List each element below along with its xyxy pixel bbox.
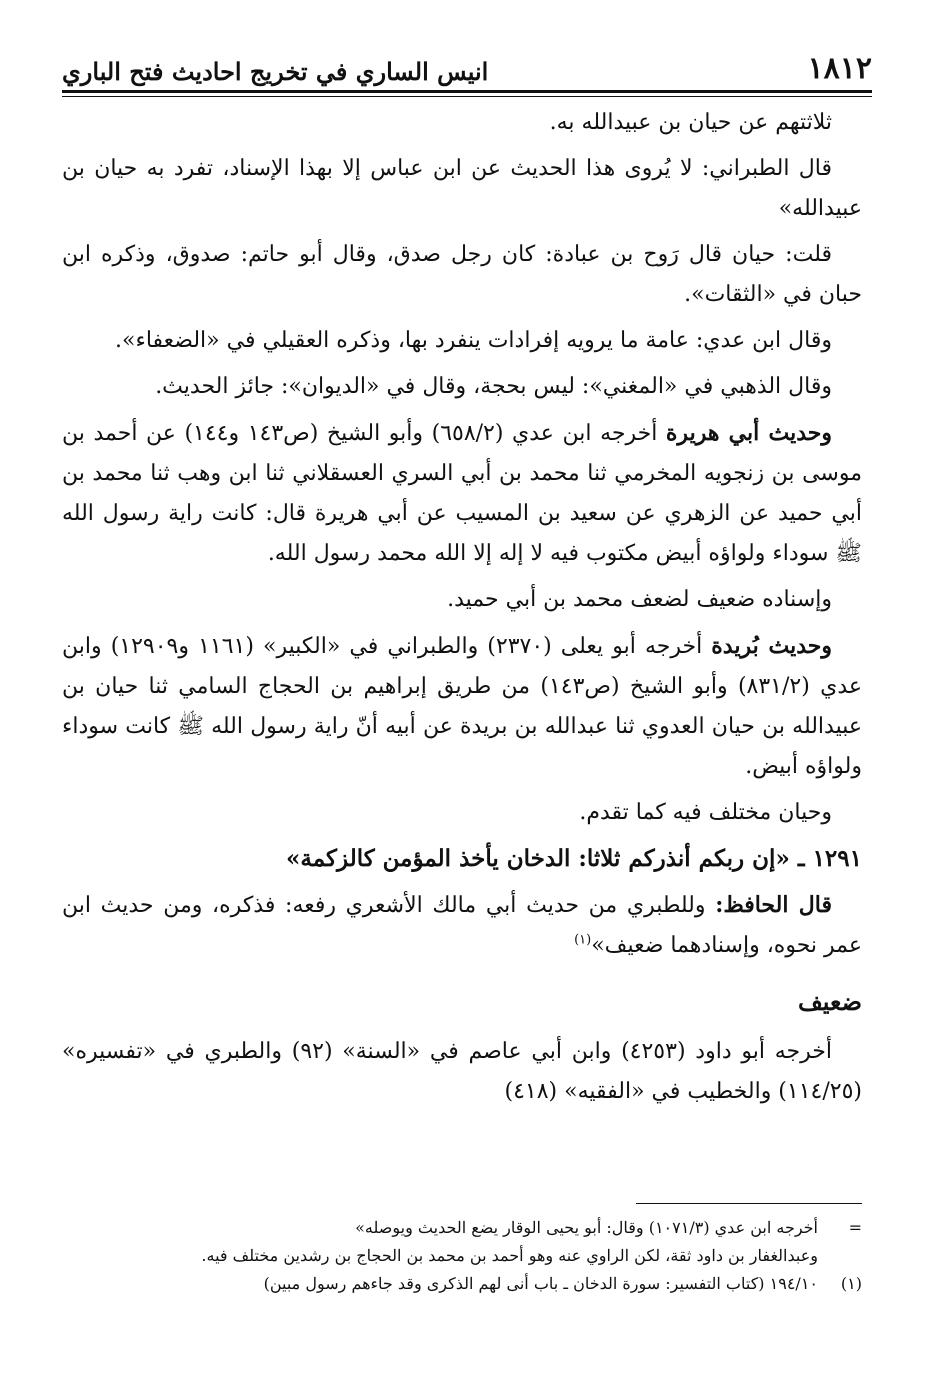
- footnotes: [62, 1214, 862, 1298]
- header-rule: [62, 90, 872, 97]
- burayda-text: أخرجه أبو يعلى (٢٣٧٠) والطبراني في «الكبير» (١١٦١ و١٢٩٠٩) وابن عدي (٨٣١/٢) وأبو الشيخ (ص١٤٣) من طريق إبراهيم بن الحجاج السامي ثنا حيان بن عبيدالله بن حيان العدوي ثنا عبدالله بن بريدة عن أبيه أنّ راية رسول الله ﷺ كانت سوداء ولواؤه أبيض.: [62, 634, 863, 779]
- footnote-ref: (١): [574, 932, 592, 948]
- paragraph: قلت: حيان قال رَوح بن عبادة: كان رجل صدق، وقال أبو حاتم: صدوق، وذكره ابن حبان في «الثقات».: [62, 242, 862, 307]
- footnote-text: ١٩٤/١٠ (كتاب التفسير: سورة الدخان ـ باب أنى لهم الذكرى وقد جاءهم رسول مبين): [263, 1274, 818, 1293]
- grade-label: ضعيف: [797, 987, 862, 1016]
- abu-hurayra-paragraph: [62, 413, 862, 574]
- footnote-rule: [636, 1203, 862, 1204]
- hadith-heading: ١٢٩١ ـ «إن ربكم أنذركم ثلاثا: الدخان يأخذ المؤمن كالزكمة»: [286, 845, 862, 872]
- footnote-mark: =: [848, 1218, 862, 1237]
- book-title: انيس الساري في تخريج احاديث فتح الباري: [62, 57, 489, 86]
- burayda-paragraph: [62, 626, 862, 787]
- footnote-mark: (١): [840, 1274, 862, 1293]
- hafiz-paragraph: [62, 885, 862, 966]
- burayda-lead: وحديث بُريدة: [711, 633, 832, 659]
- hafiz-text: وللطبري من حديث أبي مالك الأشعري رفعه: فذكره، ومن حديث ابن عمر نحوه، وإسنادهما ضعيف»: [62, 893, 862, 958]
- main-text: [62, 103, 862, 1118]
- abu-hurayra-grade: وإسناده ضعيف لضعف محمد بن أبي حميد.: [447, 587, 832, 612]
- paragraph: وقال الذهبي في «المغني»: ليس بحجة، وقال في «الديوان»: جائز الحديث.: [155, 374, 832, 399]
- abu-hurayra-lead: وحديث أبي هريرة: [665, 420, 832, 446]
- burayda-note: وحيان مختلف فيه كما تقدم.: [579, 800, 832, 825]
- footnote-continued: [62, 1214, 862, 1242]
- abu-hurayra-text: أخرجه ابن عدي (٦٥٨/٢) وأبو الشيخ (ص١٤٣ و١٤٤) عن أحمد بن موسى بن زنجويه المخرمي ثنا محمد بن أبي السري العسقلاني ثنا ابن وهب ثنا محمد بن أبي حميد عن الزهري عن سعيد بن المسيب عن أبي هريرة قال: كانت راية رسول الله ﷺ سوداء ولواؤه أبيض مكتوب فيه لا إله إلا الله محمد رسول الله.: [62, 421, 862, 566]
- footnote-1: [62, 1270, 862, 1298]
- paragraph: قال الطبراني: لا يُروى هذا الحديث عن ابن عباس إلا بهذا الإسناد، تفرد به حيان بن عبيدالله»: [62, 156, 862, 221]
- page-header: [62, 40, 872, 86]
- paragraph: ثلاثتهم عن حيان بن عبيدالله به.: [549, 110, 832, 135]
- takhrij-paragraph: أخرجه أبو داود (٤٢٥٣) وابن أبي عاصم في «السنة» (٩٢) والطبري في «تفسيره» (١١٤/٢٥) والخطيب في «الفقيه» (٤١٨): [62, 1039, 862, 1104]
- footnote-text: وعبدالغفار بن داود ثقة، لكن الراوي عنه وهو أحمد بن محمد بن الحجاج بن رشدين مختلف فيه.: [201, 1246, 818, 1265]
- footnote-text: أخرجه ابن عدي (١٠٧١/٣) وقال: أبو يحيى الوقار يضع الحديث ويوصله»: [355, 1218, 818, 1237]
- paragraph: وقال ابن عدي: عامة ما يرويه إفرادات ينفرد بها، وذكره العقيلي في «الضعفاء».: [115, 328, 832, 353]
- page-number: ١٨١٢: [807, 51, 872, 86]
- hafiz-lead: قال الحافظ:: [715, 892, 832, 918]
